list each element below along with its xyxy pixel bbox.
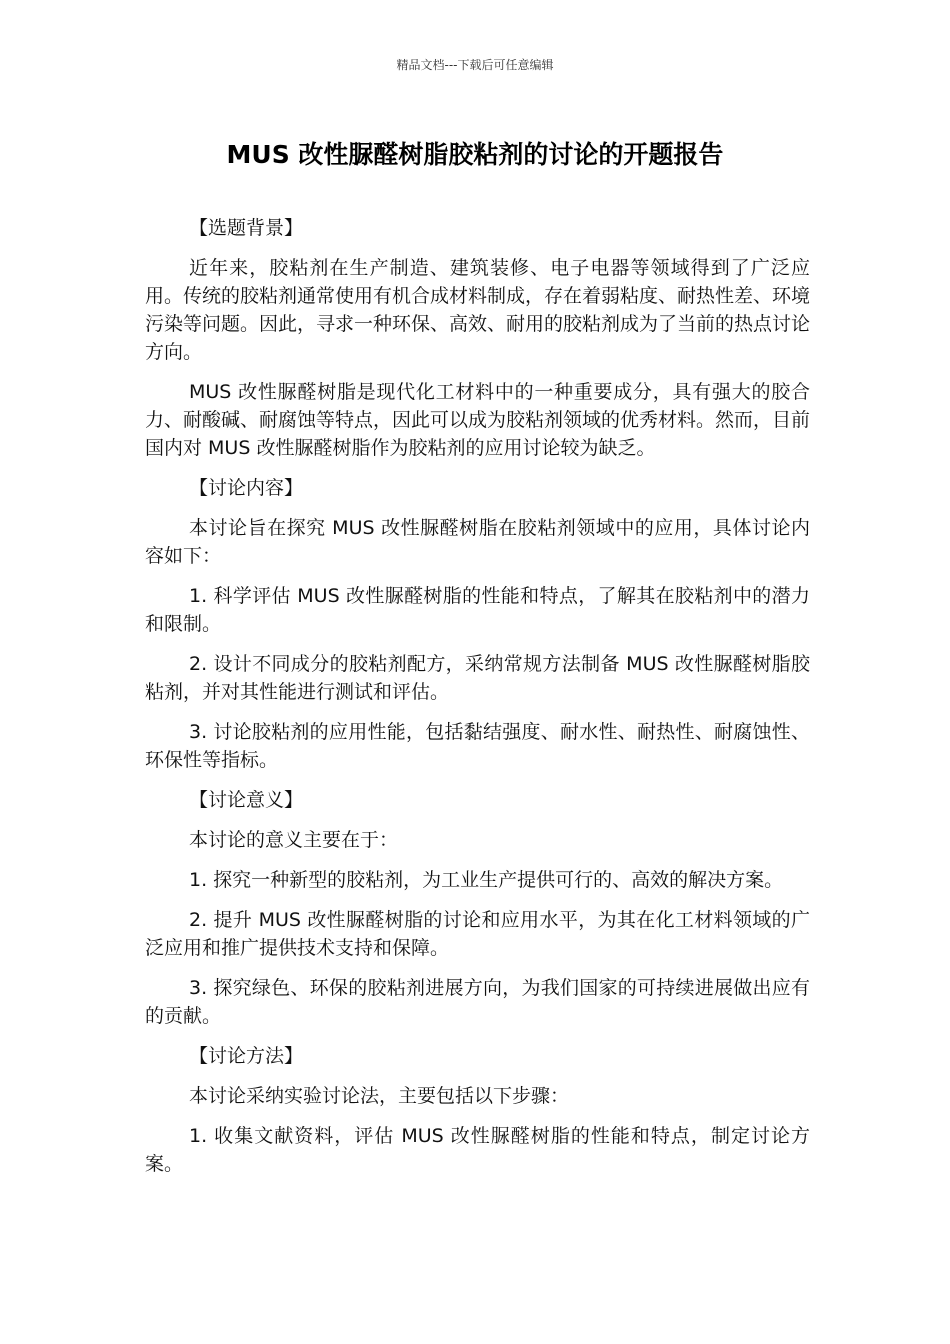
section-significance — [145, 786, 810, 1030]
section-heading: 【讨论内容】 — [189, 477, 304, 499]
section-content — [145, 474, 810, 774]
list-item: 2. 提升 MUS 改性脲醛树脂的讨论和应用水平，为其在化工材料领域的广泛应用和推广提供技术支持和保障。 — [145, 909, 810, 959]
section-heading: 【选题背景】 — [189, 217, 304, 239]
paragraph: 近年来，胶粘剂在生产制造、建筑装修、电子电器等领域得到了广泛应用。传统的胶粘剂通常使用有机合成材料制成，存在着弱粘度、耐热性差、环境污染等问题。因此，寻求一种环保、高效、耐用的胶粘剂成为了当前的热点讨论方向。 — [145, 257, 811, 363]
section-method — [145, 1042, 810, 1178]
list-item: 2. 设计不同成分的胶粘剂配方，采纳常规方法制备 MUS 改性脲醛树脂胶粘剂，并对其性能进行测试和评估。 — [145, 653, 810, 703]
section-background — [145, 214, 810, 462]
section-heading: 【讨论意义】 — [189, 789, 304, 811]
paragraph: 本讨论的意义主要在于： — [189, 829, 399, 851]
list-item: 1. 收集文献资料，评估 MUS 改性脲醛树脂的性能和特点，制定讨论方案。 — [145, 1125, 810, 1175]
section-heading: 【讨论方法】 — [189, 1045, 304, 1067]
list-item: 1. 科学评估 MUS 改性脲醛树脂的性能和特点，了解其在胶粘剂中的潜力和限制。 — [145, 585, 810, 635]
list-item: 3. 探究绿色、环保的胶粘剂进展方向，为我们国家的可持续进展做出应有的贡献。 — [145, 977, 810, 1027]
list-item: 3. 讨论胶粘剂的应用性能，包括黏结强度、耐水性、耐热性、耐腐蚀性、环保性等指标。 — [145, 721, 810, 771]
list-item: 1. 探究一种新型的胶粘剂，为工业生产提供可行的、高效的解决方案。 — [189, 869, 784, 891]
paragraph: 本讨论旨在探究 MUS 改性脲醛树脂在胶粘剂领域中的应用，具体讨论内容如下： — [145, 517, 810, 567]
document-body — [145, 214, 810, 1190]
paragraph: 本讨论采纳实验讨论法，主要包括以下步骤： — [189, 1085, 570, 1107]
paragraph: MUS 改性脲醛树脂是现代化工材料中的一种重要成分，具有强大的胶合力、耐酸碱、耐腐蚀等特点，因此可以成为胶粘剂领域的优秀材料。然而，目前国内对 MUS 改性脲醛树脂作为胶粘剂的应用讨论较为缺乏。 — [145, 381, 811, 459]
document-title: MUS 改性脲醛树脂胶粘剂的讨论的开题报告 — [226, 140, 724, 169]
page-header: 精品文档---下载后可任意编辑 — [396, 58, 554, 72]
